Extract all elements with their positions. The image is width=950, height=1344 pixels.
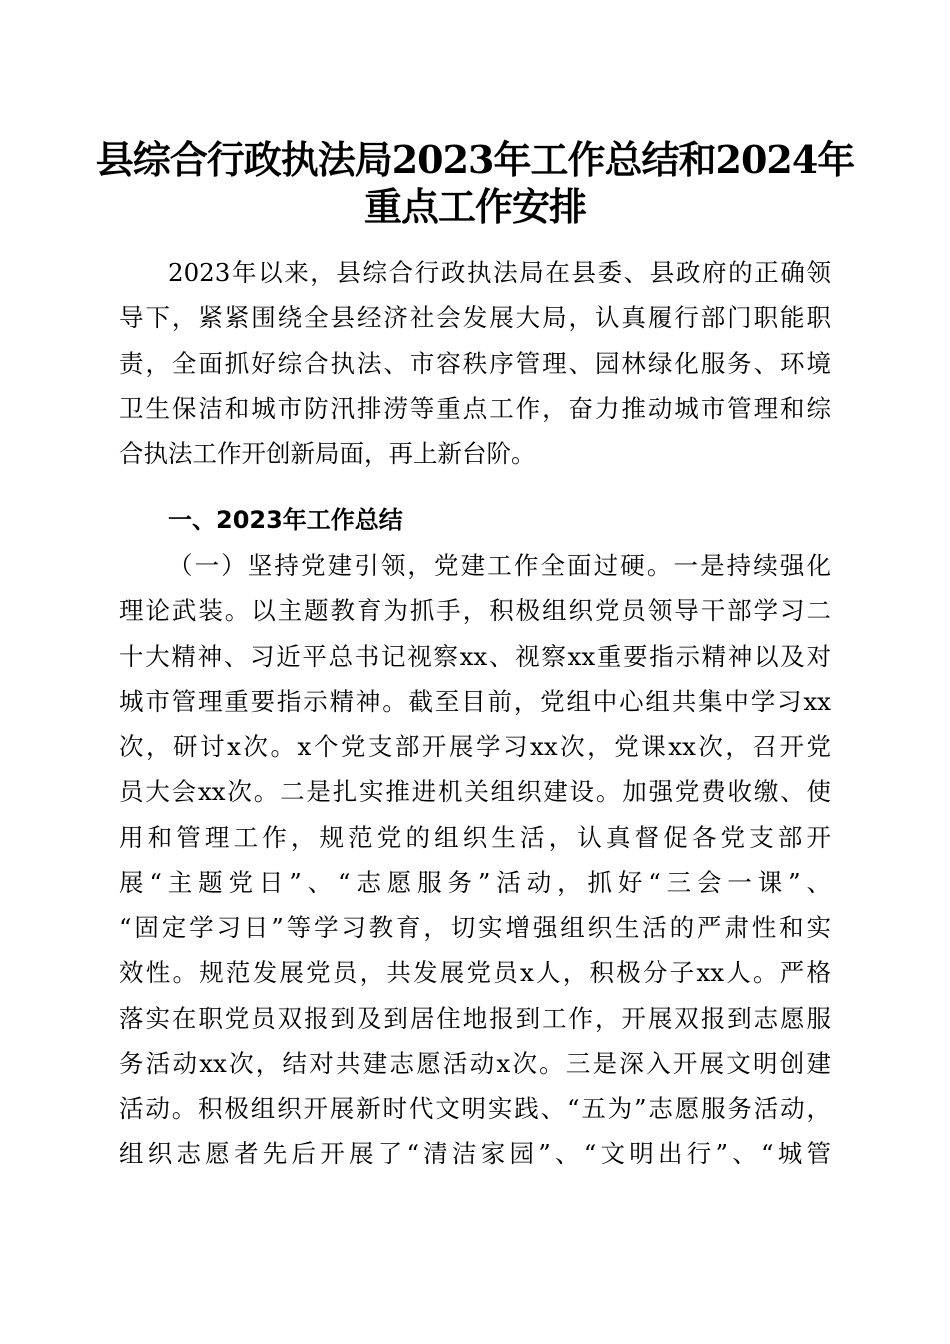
section-line: 落实在职党员双报到及到居住地报到工作，开展双报到志愿服	[119, 1003, 831, 1033]
section-paragraph	[119, 543, 831, 1177]
intro-line: 责，全面抓好综合执法、市容秩序管理、园林绿化服务、环境	[119, 348, 831, 378]
intro-paragraph	[119, 250, 831, 476]
intro-line: 卫生保洁和城市防汛排涝等重点工作，奋力推动城市管理和综	[119, 393, 831, 423]
intro-line: 合执法工作开创新局面，再上新台阶。	[119, 439, 536, 468]
section-line: 效性。规范发展党员，共发展党员x人，积极分子xx人。严格	[119, 958, 831, 988]
section-line: 城市管理重要指示精神。截至目前，党组中心组共集中学习xx	[119, 686, 831, 716]
document-title-line-1: 县综合行政执法局2023年工作总结和2024年	[95, 137, 855, 182]
section-line: 员大会xx次。二是扎实推进机关组织建设。加强党费收缴、使	[119, 777, 831, 807]
intro-line: 2023年以来，县综合行政执法局在县委、县政府的正确领	[168, 258, 831, 287]
section-line: “固定学习日”等学习教育，切实增强组织生活的严肃性和实	[119, 913, 831, 942]
section-line: 务活动xx次，结对共建志愿活动x次。三是深入开展文明创建	[119, 1048, 831, 1078]
section-line: 理论武装。以主题教育为抓手，积极组织党员领导干部学习二	[119, 596, 831, 626]
section-line: 用和管理工作，规范党的组织生活，认真督促各党支部开	[119, 822, 831, 852]
section-line: 十大精神、习近平总书记视察xx、视察xx重要指示精神以及对	[119, 641, 831, 671]
section-line: （一）坚持党建引领，党建工作全面过硬。一是持续强化	[168, 551, 831, 580]
section-heading: 一、2023年工作总结	[168, 506, 403, 534]
intro-line: 导下，紧紧围绕全县经济社会发展大局，认真履行部门职能职	[119, 303, 831, 333]
section-line: 展“主题党日”、“志愿服务”活动，抓好“三会一课”、	[119, 867, 831, 897]
section-line: 活动。积极组织开展新时代文明实践、“五为”志愿服务活动，	[119, 1094, 831, 1123]
document-title-line-2: 重点工作安排	[363, 184, 586, 229]
section-line: 组织志愿者先后开展了“清洁家园”、“文明出行”、“城管	[119, 1139, 831, 1169]
section-line: 次，研讨x次。x个党支部开展学习xx次，党课xx次，召开党	[119, 732, 831, 761]
